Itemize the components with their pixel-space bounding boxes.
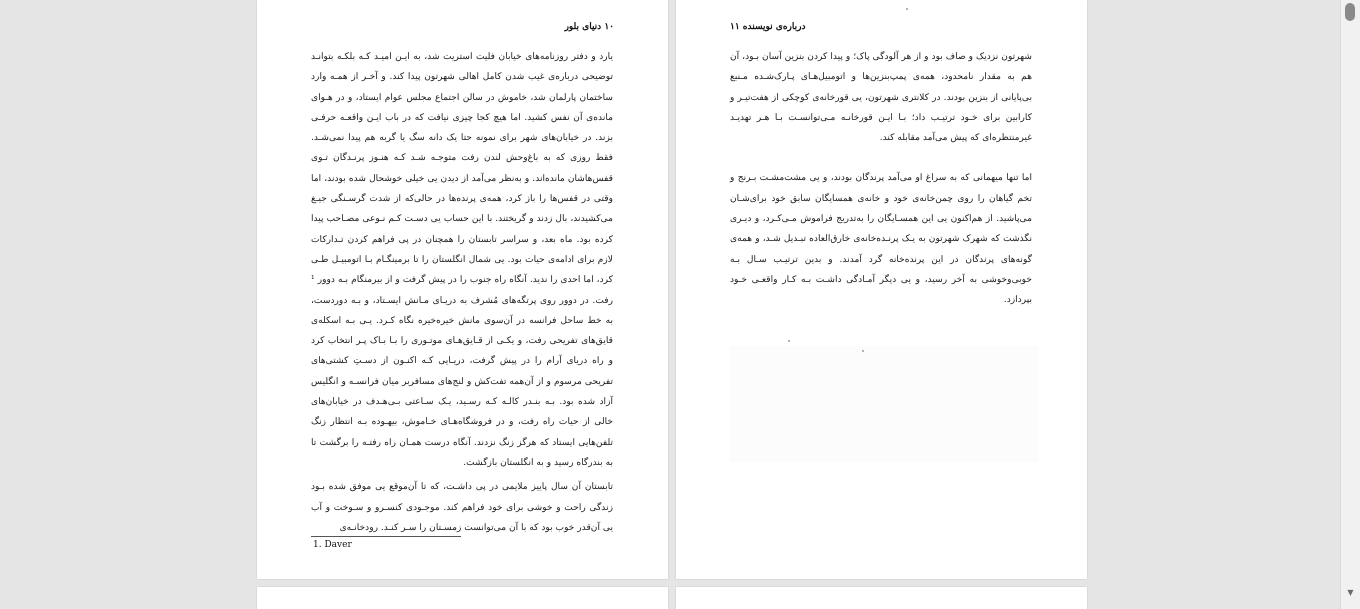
paragraph: شهرتون نزدیک و صاف بود و از هر آلودگی پاک؛ و پیدا کردن بنزین آسان بـود، آن هم به مقدار نامحدود، همه‌ی پمپ‌بنزین‌ها و اتومبیل‌هـای پـارک‌شـده مـنبع بی‌پایانی از بنزین بودند. در کلانتری شهرتون، یی قورخانه‌ی کوچکی از هفت‌تیـر و کارابین برای خـود ترتیـب داد؛ بـا ایـن قورخانـه مـی‌توانسـت بـا هـر تهدیـد غیرمنتظره‌ای که پیش می‌آمد مقابله کند. [730,52,1032,144]
page-body [730,47,1032,311]
page-13 [676,587,1087,609]
vertical-scrollbar[interactable] [1340,0,1360,609]
paragraph: یارد و دفتر روزنامه‌های خیابان فلیت استریت شد، به ایـن امیـد کـه بلکـه بتوانـد توضیحی درباره‌ی غیب شدن کامل اهالی شهرتون پیدا کند. و آخـر از همـه وارد ساختمان پارلمان شد، خاموش در سالن اجتماع مجلس عوام ایستاد، و در هـوای مانده‌ی آن نفس کشید. اما هیچ کجا چیزی نیافت که در باب ایـن واقعـه حرفـی بزند. در خیابان‌های شهر برای نمونه حتا یک دانه سگ یا گربه هم پیدا نمی‌شـد. فقط روزی که به باغ‌وحش لندن رفت متوجـه شـد کـه هنـوز پرنـدگان تـوی قفس‌هاشان مانده‌اند. و به‌نظر می‌آمد از دیدن یی خیلی خوشحال شده بودند، اما وقتی در قفس‌ها را باز کرد، همه‌ی پرنده‌ها در حالی‌که از شدت گرسـنگی جیـغ می‌کشیدند، بال زدند و گریختند. با این حساب یی دسـت کـم نـوعی مصـاحب پیدا کرده بود. ماه بعد، و سراسر تابستان را همچنان در پی فراهم کردن تـدارکات لازم برای ادامه‌ی حیات بود. یی شمال انگلستان را تا برمینگـام بـا اتومبیـل طـی کرد، اما احدی را ندید. آنگاه راه جنوب را در پیش گرفت و از بیرمنگام بـه دوور ¹ رفت. در دوور روی پرتگه‌های مُشرف به دریـای مـانش ایسـتاد، و بـه دوردست، به خط ساحل فرانسه در آن‌سوی مانش خیره‌خیره نگاه کـرد. یـی بـه اسکله‌ی قایق‌های تفریحی رفت، و یکـی از قـایق‌هـای موتـوری را بـا بـاک پـر انتخاب کرد و راه دریای آرام را در پیش گرفت، دریـایی کـه اکنـون از دسـتِ کشتی‌های تفریحی مرسوم و از آن‌همه تفت‌کش و لنج‌های مسافربر میان فرانسـه و انگلیس آزاد شده بود. بـه بنـدر کالـه کـه رسـید، یـک سـاعتی بـی‌هـدف در خیابان‌های خالی از حیات راه رفت، و در فروشگاه‌هـای خـاموش، بیهـوده بـه انتظار زنگ تلفن‌هایی ایستاد که هرگز زنگ نزدند. آنگاه درست همـان راه رفتـه را برگشت تا به بندرگاه رسید و به انگلستان بازگشت. [311,52,613,468]
scan-speck [862,350,864,352]
scroll-thumb[interactable] [1345,3,1355,21]
scroll-down-icon[interactable]: ▼ [1347,587,1354,597]
footnote-divider [311,536,461,537]
scan-speck [788,340,790,342]
paragraph: تابستان آن سال پاییز ملایمی در پی داشـت، که تا آن‌موقع یی موفق شده بـود زندگی راحت و خوشی برای خود فراهم کند. موجـودی کنسـرو و سـوخت و آب یی آن‌قدر خوب بود که با آن می‌توانست زمسـتان را سـر کنـد. رودخانـه‌ی [311,482,613,533]
page-body [311,47,613,538]
page-header: ۱۰ دنیای بلور [564,22,614,32]
page-12 [257,587,668,609]
blank-area [730,346,1038,462]
scan-speck [906,8,908,10]
footnote: 1. Daver [313,540,352,550]
page-11 [676,0,1087,579]
paragraph: اما تنها میهمانی که به سراغ او می‌آمد پرندگان بودند، و یی مشت‌مشـت بـرنج و تخم گیاهان را روی چمن‌خانه‌ی خود و خانه‌ی همسایگان سابق خود برای‌شـان می‌پاشید. از هم‌اکنون یی این همسـایگان را به‌تدریج فراموش مـی‌کـرد، و دیـری نگذشت که شهرک شهرتون به یـک پرنـده‌خانه‌ی خارق‌العاده تبـدیل شـد، و همه‌ی گونه‌های پرندگان در این پرنده‌خانه گرد آمدند. و بدین ترتیـب سـال بـه خوبی‌وخوشی به آخر رسید، و یی دیگر آمـادگی داشـت بـه کـار واقعـی خـود بپردازد. [730,173,1032,306]
page-10 [257,0,668,579]
page-header: درباره‌ی نویسنده ۱۱ [730,22,806,32]
